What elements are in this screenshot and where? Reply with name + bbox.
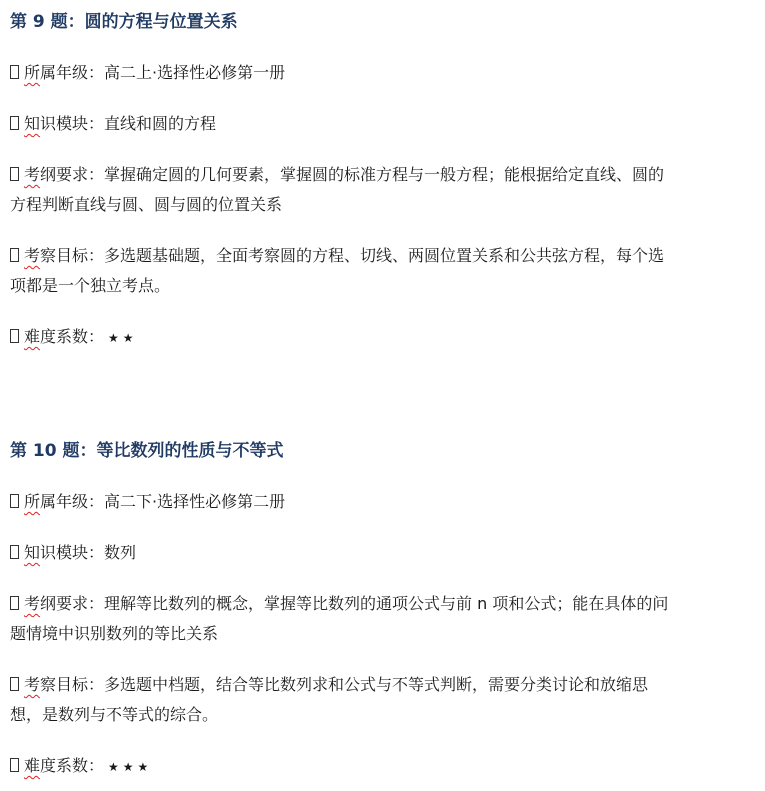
goal-text-2: 想，是数列与不等式的综合。 [10,705,219,724]
box-icon [10,758,19,772]
syllabus-text-1: 掌握确定圆的几何要素，掌握圆的标准方程与一般方程；能根据给定直线、圆的 [104,165,665,184]
module-label: 识模块： [40,114,105,133]
difficulty-label-prefix: 难 [24,327,41,346]
box-icon [10,545,19,559]
box-icon [10,596,19,610]
box-icon [10,116,19,130]
syllabus-label-prefix: 考 [24,594,41,613]
grade-line [10,487,740,517]
difficulty-stars: ★★ [108,331,138,345]
goal-label-prefix: 考 [24,675,41,694]
syllabus-line [10,160,740,220]
box-icon [10,494,19,508]
grade-label: 属年级： [40,63,105,82]
goal-label: 察目标： [40,675,105,694]
difficulty-stars: ★★★ [108,760,153,774]
goal-text-1: 多选题中档题，结合等比数列求和公式与不等式判断，需要分类讨论和放缩思 [104,675,649,694]
syllabus-label: 纲要求： [40,594,105,613]
grade-value: 高二上·选择性必修第一册 [104,63,286,82]
syllabus-line [10,589,740,649]
syllabus-text-2: 方程判断直线与圆、圆与圆的位置关系 [10,195,283,214]
syllabus-label-prefix: 考 [24,165,41,184]
difficulty-label-prefix: 难 [24,756,41,775]
goal-text-1: 多选题基础题，全面考察圆的方程、切线、两圆位置关系和公共弦方程，每个选 [104,246,665,265]
box-icon [10,248,19,262]
goal-label: 察目标： [40,246,105,265]
module-value: 直线和圆的方程 [104,114,217,133]
grade-label-prefix: 所 [24,63,41,82]
syllabus-label: 纲要求： [40,165,105,184]
syllabus-text-1: 理解等比数列的概念，掌握等比数列的通项公式与前 n 项和公式；能在具体的问 [104,594,669,613]
module-label-prefix: 知 [24,114,41,133]
module-value: 数列 [104,543,137,562]
section-title: 第 10 题：等比数列的性质与不等式 [10,441,284,461]
module-label-prefix: 知 [24,543,41,562]
box-icon [10,65,19,79]
difficulty-label: 度系数： [40,327,105,346]
goal-line [10,670,740,730]
syllabus-text-2: 题情境中识别数列的等比关系 [10,624,219,643]
box-icon [10,329,19,343]
module-label: 识模块： [40,543,105,562]
goal-line [10,241,740,301]
difficulty-line [10,322,740,353]
module-line [10,109,740,139]
box-icon [10,167,19,181]
goal-label-prefix: 考 [24,246,41,265]
section-title: 第 9 题：圆的方程与位置关系 [10,12,238,32]
goal-text-2: 项都是一个独立考点。 [10,276,171,295]
grade-line [10,58,740,88]
grade-label: 属年级： [40,492,105,511]
grade-value: 高二下·选择性必修第二册 [104,492,286,511]
box-icon [10,677,19,691]
grade-label-prefix: 所 [24,492,41,511]
difficulty-label: 度系数： [40,756,105,775]
question-section-10 [10,439,740,782]
question-section-9 [10,10,740,353]
difficulty-line [10,751,740,782]
module-line [10,538,740,568]
